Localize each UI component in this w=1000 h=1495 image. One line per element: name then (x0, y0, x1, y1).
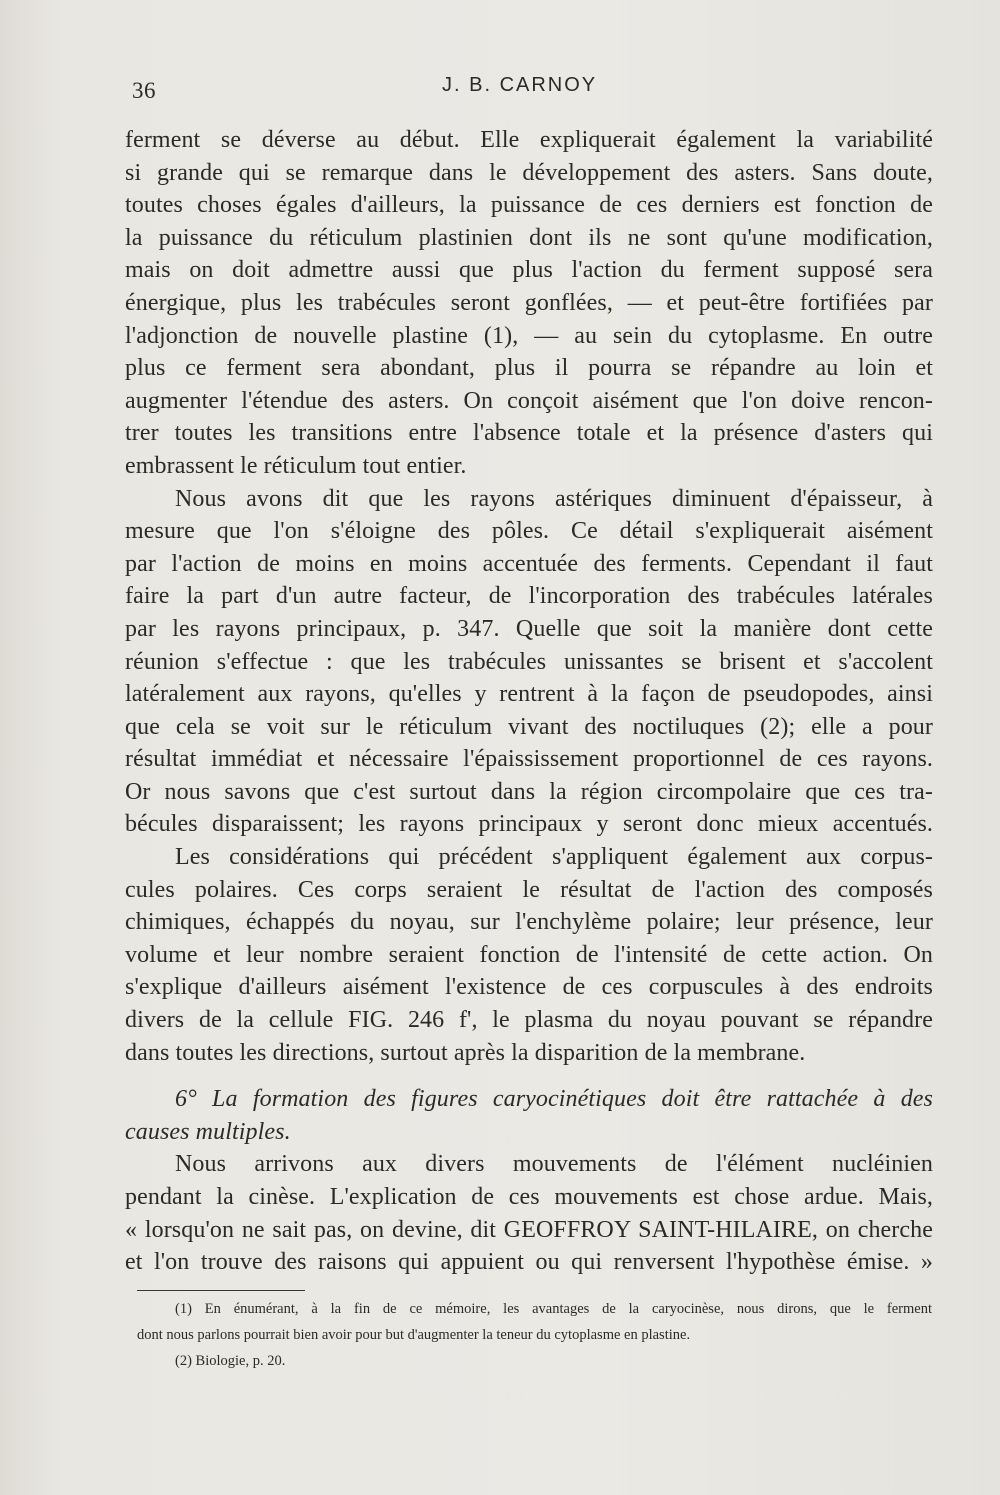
text-line: plus ce ferment sera abondant, plus il pourra se répandre au loin et (125, 355, 933, 382)
paragraph-start-line: Nous avons dit que les rayons astériques diminuent d'épaisseur, à (175, 485, 933, 512)
text-line: résultat immédiat et nécessaire l'épaississement proportionnel de ces rayons. (125, 746, 933, 773)
text-line: chimiques, échappés du noyau, sur l'enchylème polaire; leur présence, leur (125, 909, 933, 936)
text-line: trer toutes les transitions entre l'absence totale et la présence d'asters qui (125, 420, 933, 447)
section-heading: 6° La formation des figures caryocinétiques doit être rattachée à des (175, 1086, 933, 1113)
text-line: « lorsqu'on ne sait pas, on devine, dit GEOFFROY SAINT-HILAIRE, on cherche (125, 1216, 933, 1243)
text-line: mesure que l'on s'éloigne des pôles. Ce détail s'expliquerait aisément (125, 518, 933, 545)
text-line: la puissance du réticulum plastinien dont ils ne sont qu'une modification, (125, 224, 933, 251)
page-header (132, 68, 932, 108)
text-line: par les rayons principaux, p. 347. Quelle que soit la manière dont cette (125, 615, 933, 642)
body-text (125, 124, 933, 1279)
text-line: s'explique d'ailleurs aisément l'existence de ces corpuscules à des endroits (125, 974, 933, 1001)
text-line: embrassent le réticulum tout entier. (125, 452, 467, 479)
footnote: (2) Biologie, p. 20. (175, 1353, 286, 1369)
text-line: énergique, plus les trabécules seront gonflées, — et peut-être fortifiées par (125, 289, 933, 316)
text-line: toutes choses égales d'ailleurs, la puissance de ces derniers est fonction de (125, 192, 933, 219)
section-gap (125, 1069, 933, 1083)
text-line: dans toutes les directions, surtout après la disparition de la membrane. (125, 1039, 806, 1066)
footnote-continuation: dont nous parlons pourrait bien avoir pour but d'augmenter la teneur du cytoplasme en plastine. (137, 1327, 691, 1343)
text-line: par l'action de moins en moins accentuée des ferments. Cependant il faut (125, 550, 933, 577)
footnotes (137, 1296, 932, 1374)
text-line: Or nous savons que c'est surtout dans la région circompolaire que ces tra- (125, 778, 933, 805)
running-head: J. B. CARNOY (442, 74, 598, 96)
text-line: cules polaires. Ces corps seraient le résultat de l'action des composés (125, 876, 933, 903)
text-line: si grande qui se remarque dans le développement des asters. Sans doute, (125, 159, 933, 186)
text-line: ferment se déverse au début. Elle expliquerait également la variabilité (125, 127, 933, 153)
text-line: pendant la cinèse. L'explication de ces mouvements est chose ardue. Mais, (125, 1184, 933, 1210)
text-line: divers de la cellule FIG. 246 f', le plasma du noyau pouvant se répandre (125, 1007, 933, 1034)
text-line: l'adjonction de nouvelle plastine (1), — au sein du cytoplasme. En outre (125, 322, 933, 349)
text-line: faire la part d'un autre facteur, de l'incorporation des trabécules latérales (125, 583, 933, 610)
text-line: que cela se voit sur le réticulum vivant des noctiluques (2); elle a pour (125, 713, 933, 740)
text-line: volume et leur nombre seraient fonction de l'intensité de cette action. On (125, 941, 933, 968)
section-heading: causes multiples. (125, 1118, 291, 1145)
footnote: (1) En énumérant, à la fin de ce mémoire, les avantages de la caryocinèse, nous dirons, que le ferment (175, 1301, 932, 1317)
text-line: bécules disparaissent; les rayons principaux y seront donc mieux accentués. (125, 811, 933, 838)
footnote-rule (137, 1290, 305, 1291)
text-line: et l'on trouve des raisons qui appuient ou qui renversent l'hypothèse émise. » (125, 1249, 933, 1276)
paragraph-start-line: Nous arrivons aux divers mouvements de l'élément nucléinien (175, 1151, 933, 1178)
paragraph-start-line: Les considérations qui précédent s'appliquent également aux corpus- (175, 844, 933, 871)
text-line: latéralement aux rayons, qu'elles y rentrent à la façon de pseudopodes, ainsi (125, 681, 933, 708)
page-number: 36 (132, 78, 156, 103)
text-line: réunion s'effectue : que les trabécules unissantes se brisent et s'accolent (125, 648, 933, 675)
text-line: mais on doit admettre aussi que plus l'action du ferment supposé sera (125, 257, 933, 284)
text-line: augmenter l'étendue des asters. On conçoit aisément que l'on doive rencon- (125, 387, 933, 414)
